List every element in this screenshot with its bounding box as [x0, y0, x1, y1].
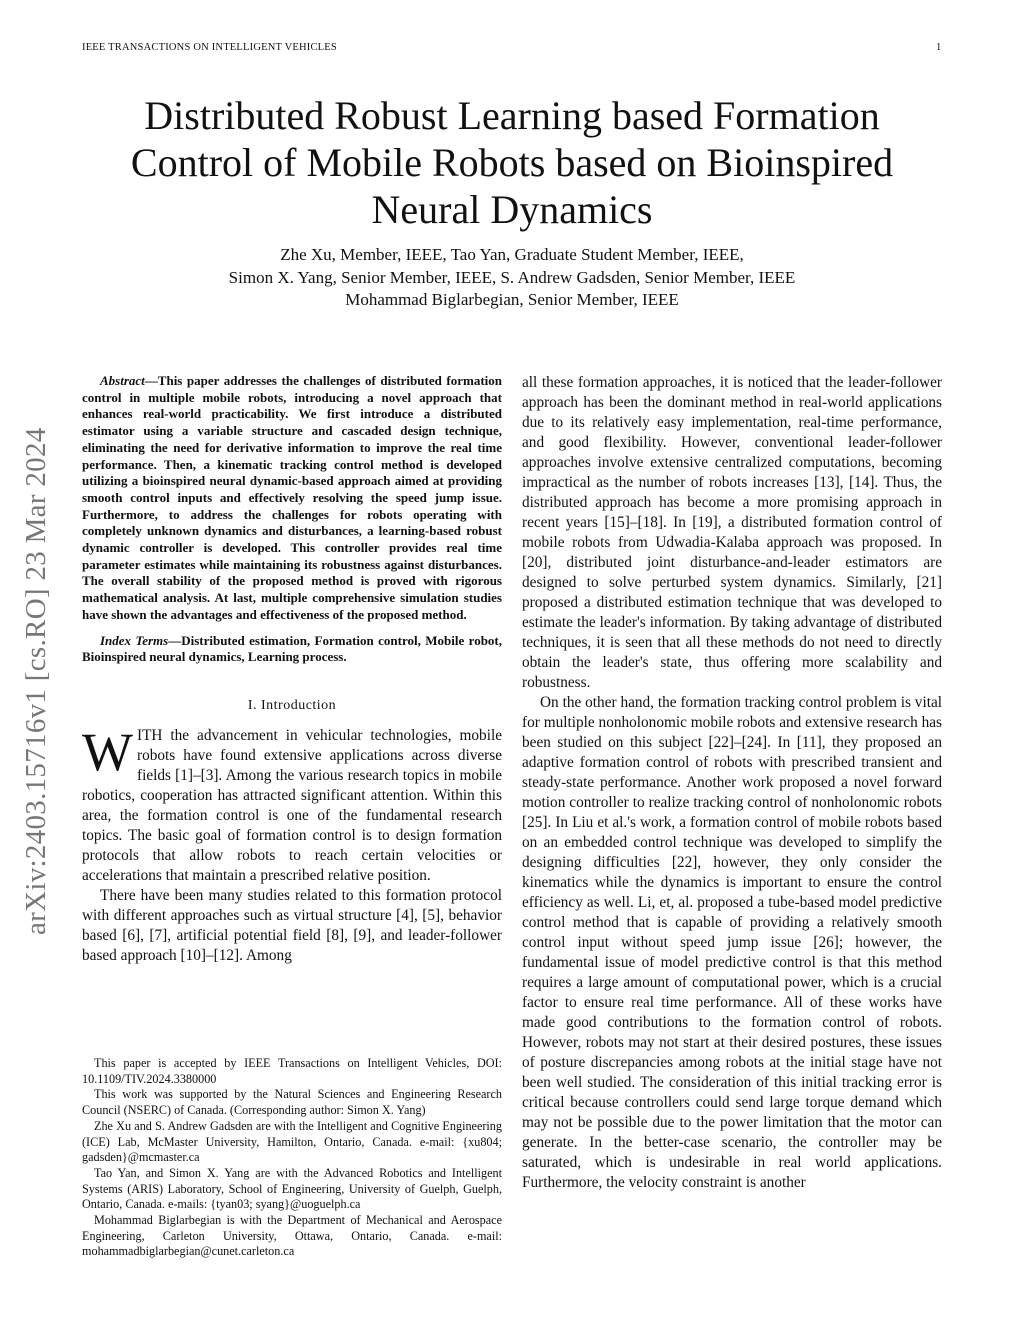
author-line: Simon X. Yang, Senior Member, IEEE, S. Andrew Gadsden, Senior Member, IEEE — [228, 267, 796, 287]
index-terms-label: Index Terms — [100, 632, 169, 648]
author-line: Zhe Xu, Member, IEEE, Tao Yan, Graduate Student Member, IEEE, — [280, 245, 744, 264]
left-column — [82, 373, 502, 966]
footnote: Tao Yan, and Simon X. Yang are with the Advanced Robotics and Intelligent Systems (ARIS) Laboratory, School of Engineering, University of Guelph, Guelph, Ontario, Canada. e-mails: {tyan03; syang}@uoguelph.ca — [82, 1165, 502, 1212]
author-line: Mohammad Biglarbegian, Senior Member, IEEE — [345, 290, 679, 309]
index-terms-text: —Distributed estimation, Formation control, Mobile robot, Bioinspired neural dynamics, Learning process. — [82, 632, 502, 665]
footnotes — [82, 1056, 502, 1260]
page-number: 1 — [936, 42, 942, 53]
abstract-text: —This paper addresses the challenges of distributed formation control in multiple mobile robots, introducing a novel approach that enhances real-world practicability. We first introduce a distributed estimator using a variable structure and cascaded design technique, eliminating the need for derivative information to improve the real time performance. Then, a kinematic tracking control method is developed utilizing a bioinspired neural dynamic-based approach aimed at providing smooth control inputs and effectively resolving the speed jump issue. Furthermore, to address the challenges for robots operating with completely unknown dynamics and disturbances, a learning-based robust dynamic controller is developed. This controller provides real time parameter estimates while maintaining its robustness against disturbances. The overall stability of the proposed method is proved with rigorous mathematical analysis. At last, multiple comprehensive simulation studies have shown the advantages and effectiveness of the proposed method. — [82, 373, 502, 622]
right-column — [522, 373, 942, 1193]
index-terms — [82, 633, 502, 666]
author-list — [80, 244, 944, 312]
paragraph: all these formation approaches, it is noticed that the leader-follower approach has been the dominant method in real-world applications due to its relatively easy implementation, real-time performance, and good flexibility. However, conventional leader-follower approaches involve extensive centralized computations, becoming impractical as the number of robots increases [13], [14]. Thus, the distributed approach has become a more promising approach in recent years [15]–[18]. In [19], a distributed formation control of mobile robots from Udwadia-Kalaba approach was proposed. In [20], distributed joint disturbance-and-leader estimators are designed to solve perturbed system dynamics. Similarly, [21] proposed a distributed estimation technique that was developed to estimate the leader's information. By taking advantage of distributed techniques, it is seen that all these methods do not need to directly obtain the leader's state, thus offering more scalability and robustness. — [522, 374, 942, 691]
paragraph: On the other hand, the formation tracking control problem is vital for multiple nonholonomic mobile robots and extensive research has been studied on this subject [22]–[24]. In [11], they proposed an adaptive formation control of robots with prescribed transient and steady-state performance. Another work proposed a novel forward motion controller to realize tracking control of nonholonomic robots [25]. In Liu et al.'s work, a formation control of mobile robots based on an embedded control technique was developed to simplify the designing difficulties [22], however, they only consider the kinematics while the dynamics is important to ensure the control efficiency as well. Li, et, al. proposed a tube-based model predictive control method that is capable of providing a relatively smooth control input without speed jump issue [26]; however, the fundamental issue of model predictive control is that this method requires a large amount of computational power, which is a crucial factor to ensure real time performance. All of these works have made good contributions to the formation control of robots. However, robots may not start at their desired postures, these issues of posture discrepancies among robots at the initial stage have not been well studied. The consideration of this initial tracking error is critical because controllers could send large torque demand which may not be possible due to the power limitation that the motor can generate. In the better-case scenario, the controller may be saturated, which is undesirable in real world applications. Furthermore, the velocity constraint is another — [522, 694, 942, 1191]
paragraph: WITH the advancement in vehicular technologies, mobile robots have found extensive applications across diverse fields [1]–[3]. Among the various research topics in mobile robotics, cooperation has attracted significant attention. Within this area, the formation control is one of the fundamental research topics. The basic goal of formation control is to design formation protocols that allow robots to reach certain velocities or accelerations that maintain a prescribed relative position. — [82, 721, 502, 884]
footnote: Mohammad Biglarbegian is with the Department of Mechanical and Aerospace Engineering, Carleton University, Ottawa, Ontario, Canada. e-mail: mohammadbiglarbegian@cunet.carleton.ca — [82, 1213, 502, 1259]
section-heading: I. Introduction — [247, 697, 337, 713]
footnote: This paper is accepted by IEEE Transactions on Intelligent Vehicles, DOI: 10.1109/TIV.2024.3380000 — [82, 1056, 502, 1086]
footnote: This work was supported by the Natural Sciences and Engineering Research Council (NSERC) of Canada. (Corresponding author: Simon X. Yang) — [82, 1087, 502, 1118]
footnote: Zhe Xu and S. Andrew Gadsden are with the Intelligent and Cognitive Engineering (ICE) Lab, McMaster University, Hamilton, Ontario, Canada. e-mail: {xu804; gadsden}@mcmaster.ca — [82, 1118, 502, 1165]
abstract-label: Abstract — [100, 373, 145, 388]
paragraph: There have been many studies related to this formation protocol with different approaches such as virtual structure [4], [5], behavior based [6], [7], artificial potential field [8], [9], and leader-follower based approach [10]–[12]. Among — [82, 886, 502, 964]
paper-title: Distributed Robust Learning based Formation Control of Mobile Robots based on Bioinspired Neural Dynamics — [130, 93, 894, 232]
running-header: IEEE TRANSACTIONS ON INTELLIGENT VEHICLES — [82, 42, 337, 53]
drop-cap: W — [82, 721, 133, 782]
abstract — [82, 373, 502, 624]
arxiv-stamp: arXiv:2403.15716v1 [cs.RO] 23 Mar 2024 — [20, 427, 52, 935]
